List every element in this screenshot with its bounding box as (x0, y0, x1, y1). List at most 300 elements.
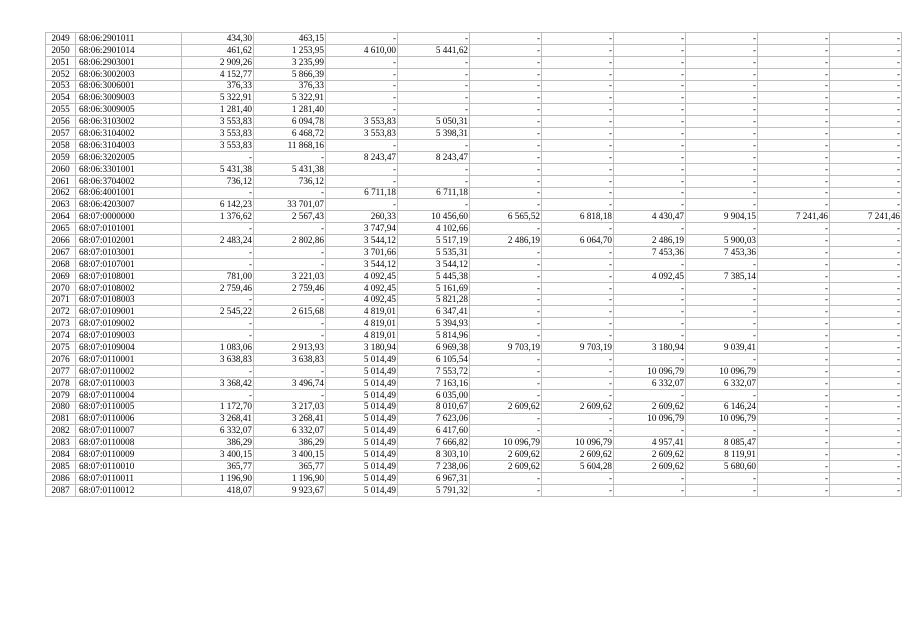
cell-c10: - (830, 425, 902, 437)
table-row (46, 282, 902, 294)
cell-code: 68:06:3202005 (76, 151, 182, 163)
cell-c5: - (470, 92, 542, 104)
cell-row: 2072 (46, 306, 76, 318)
cell-c10: - (830, 151, 902, 163)
cell-c1: 461,62 (182, 44, 254, 56)
cell-c4: 6 967,31 (398, 472, 470, 484)
cell-c8: 10 096,79 (686, 365, 758, 377)
cell-c8: - (686, 318, 758, 330)
cell-c2: - (254, 187, 326, 199)
cell-c6: 6 064,70 (542, 235, 614, 247)
cell-c8: 9 039,41 (686, 342, 758, 354)
cell-code: 68:07:0110008 (76, 437, 182, 449)
cell-code: 68:06:4203007 (76, 199, 182, 211)
cell-c6: - (542, 33, 614, 45)
cell-c6: - (542, 104, 614, 116)
cell-c7: 2 609,62 (614, 401, 686, 413)
cell-c1: 3 268,41 (182, 413, 254, 425)
cell-c2: 5 866,39 (254, 68, 326, 80)
cell-c10: - (830, 282, 902, 294)
cell-c7: - (614, 472, 686, 484)
table-row (46, 235, 902, 247)
cell-code: 68:07:0110002 (76, 365, 182, 377)
cell-c5: - (470, 163, 542, 175)
cell-c3: - (326, 68, 398, 80)
cell-c2: - (254, 247, 326, 259)
cell-c9: - (758, 140, 830, 152)
cell-code: 68:06:4001001 (76, 187, 182, 199)
cell-c2: 11 868,16 (254, 140, 326, 152)
cell-c2: - (254, 294, 326, 306)
cell-code: 68:06:2903001 (76, 56, 182, 68)
cell-c5: 2 609,62 (470, 461, 542, 473)
cell-c5: - (470, 472, 542, 484)
cell-c7: - (614, 484, 686, 496)
cell-c4: 7 623,06 (398, 413, 470, 425)
cell-c8: - (686, 294, 758, 306)
cell-row: 2080 (46, 401, 76, 413)
cell-c4: 6 105,54 (398, 354, 470, 366)
cell-c4: - (398, 56, 470, 68)
cell-c7: - (614, 330, 686, 342)
table-row (46, 68, 902, 80)
cell-c6: 2 609,62 (542, 449, 614, 461)
cell-c2: 365,77 (254, 461, 326, 473)
cell-c1: - (182, 365, 254, 377)
cell-c10: - (830, 104, 902, 116)
cell-c4: - (398, 33, 470, 45)
cell-c2: 33 701,07 (254, 199, 326, 211)
table-row (46, 461, 902, 473)
cell-c2: - (254, 389, 326, 401)
cell-c6: - (542, 199, 614, 211)
cell-c5: - (470, 389, 542, 401)
cell-c1: 2 545,22 (182, 306, 254, 318)
cell-c2: 3 638,83 (254, 354, 326, 366)
cell-c3: 4 819,01 (326, 318, 398, 330)
cell-c9: - (758, 116, 830, 128)
cell-c5: - (470, 354, 542, 366)
cell-c8: 9 904,15 (686, 211, 758, 223)
cell-c4: 8 010,67 (398, 401, 470, 413)
cell-c10: - (830, 235, 902, 247)
cell-c8: - (686, 282, 758, 294)
cell-c6: - (542, 306, 614, 318)
cell-c8: - (686, 389, 758, 401)
cell-c5: - (470, 365, 542, 377)
cell-c10: - (830, 56, 902, 68)
cell-c10: - (830, 437, 902, 449)
cell-c7: - (614, 187, 686, 199)
cell-c8: - (686, 187, 758, 199)
cell-c7: - (614, 80, 686, 92)
cell-c8: - (686, 128, 758, 140)
cell-c2: 5 322,91 (254, 92, 326, 104)
cell-c10: - (830, 247, 902, 259)
cell-c3: - (326, 33, 398, 45)
cell-c10: - (830, 413, 902, 425)
cell-row: 2061 (46, 175, 76, 187)
cell-row: 2062 (46, 187, 76, 199)
cell-row: 2052 (46, 68, 76, 80)
cell-c7: 2 609,62 (614, 449, 686, 461)
table-row (46, 294, 902, 306)
table-row (46, 270, 902, 282)
cell-c4: 6 347,41 (398, 306, 470, 318)
cell-c6: 9 703,19 (542, 342, 614, 354)
cell-c4: 3 544,12 (398, 258, 470, 270)
cell-c8: - (686, 68, 758, 80)
cell-c4: 7 238,06 (398, 461, 470, 473)
cell-c3: 5 014,49 (326, 365, 398, 377)
cell-c2: 1 196,90 (254, 472, 326, 484)
table-row (46, 425, 902, 437)
cell-c9: - (758, 151, 830, 163)
cell-c1: - (182, 294, 254, 306)
cell-c5: - (470, 33, 542, 45)
cell-c4: - (398, 92, 470, 104)
cell-c9: - (758, 187, 830, 199)
table-row (46, 151, 902, 163)
cell-c3: 3 544,12 (326, 258, 398, 270)
cell-c3: 3 544,12 (326, 235, 398, 247)
cell-c4: 5 517,19 (398, 235, 470, 247)
cell-code: 68:07:0110009 (76, 449, 182, 461)
table-row (46, 128, 902, 140)
cell-c9: - (758, 44, 830, 56)
cell-c4: 5 398,31 (398, 128, 470, 140)
cell-c8: 5 680,60 (686, 461, 758, 473)
cell-c5: 9 703,19 (470, 342, 542, 354)
cell-c5: - (470, 425, 542, 437)
cell-c3: - (326, 92, 398, 104)
cell-c5: - (470, 80, 542, 92)
cell-c1: 365,77 (182, 461, 254, 473)
cell-c5: - (470, 44, 542, 56)
cell-c2: - (254, 223, 326, 235)
cell-code: 68:06:3104002 (76, 128, 182, 140)
cell-c1: 6 332,07 (182, 425, 254, 437)
cell-c9: - (758, 401, 830, 413)
cell-c5: - (470, 68, 542, 80)
cell-c10: - (830, 449, 902, 461)
cell-code: 68:06:3006001 (76, 80, 182, 92)
cell-c10: 7 241,46 (830, 211, 902, 223)
cell-c5: - (470, 413, 542, 425)
cell-c1: 3 553,83 (182, 128, 254, 140)
cell-c6: - (542, 187, 614, 199)
cell-c5: - (470, 306, 542, 318)
table-row (46, 104, 902, 116)
cell-c6: - (542, 175, 614, 187)
cell-c6: - (542, 472, 614, 484)
cell-c8: - (686, 306, 758, 318)
cell-c5: - (470, 377, 542, 389)
cell-c3: 5 014,49 (326, 413, 398, 425)
cell-c9: - (758, 389, 830, 401)
cell-c3: - (326, 56, 398, 68)
cell-row: 2049 (46, 33, 76, 45)
cell-c2: - (254, 365, 326, 377)
cell-c2: 3 268,41 (254, 413, 326, 425)
cell-c1: - (182, 151, 254, 163)
cell-c8: - (686, 484, 758, 496)
cell-c4: 5 445,38 (398, 270, 470, 282)
cell-code: 68:06:2901011 (76, 33, 182, 45)
cell-c10: - (830, 92, 902, 104)
cell-row: 2051 (46, 56, 76, 68)
cell-c1: 2 909,26 (182, 56, 254, 68)
table-row (46, 92, 902, 104)
table-row (46, 56, 902, 68)
cell-c7: - (614, 128, 686, 140)
cell-c6: - (542, 247, 614, 259)
cell-c6: - (542, 377, 614, 389)
cell-c6: - (542, 223, 614, 235)
cell-c9: - (758, 247, 830, 259)
cell-c1: - (182, 330, 254, 342)
cell-c10: - (830, 484, 902, 496)
cell-c9: - (758, 235, 830, 247)
cell-c2: 1 281,40 (254, 104, 326, 116)
cell-c4: 6 711,18 (398, 187, 470, 199)
cell-c4: 5 814,96 (398, 330, 470, 342)
cell-row: 2076 (46, 354, 76, 366)
cell-c4: 5 441,62 (398, 44, 470, 56)
cell-c4: 5 821,28 (398, 294, 470, 306)
cell-c7: - (614, 354, 686, 366)
cell-code: 68:07:0110012 (76, 484, 182, 496)
cell-c5: 2 609,62 (470, 401, 542, 413)
cell-code: 68:07:0108002 (76, 282, 182, 294)
cell-c6: - (542, 92, 614, 104)
table-row (46, 437, 902, 449)
cell-c3: 5 014,49 (326, 425, 398, 437)
cell-c8: - (686, 56, 758, 68)
cell-c6: 10 096,79 (542, 437, 614, 449)
cell-c10: - (830, 401, 902, 413)
cell-c10: - (830, 270, 902, 282)
cell-code: 68:07:0101001 (76, 223, 182, 235)
cell-code: 68:06:3301001 (76, 163, 182, 175)
cell-c6: - (542, 425, 614, 437)
cell-c5: 10 096,79 (470, 437, 542, 449)
table-row (46, 413, 902, 425)
cell-c7: - (614, 294, 686, 306)
cell-c9: - (758, 330, 830, 342)
cell-c5: - (470, 140, 542, 152)
cell-c9: - (758, 223, 830, 235)
cell-c7: - (614, 116, 686, 128)
cell-c9: - (758, 199, 830, 211)
cell-c7: - (614, 199, 686, 211)
cell-row: 2053 (46, 80, 76, 92)
cell-c8: 8 085,47 (686, 437, 758, 449)
cell-c10: - (830, 365, 902, 377)
cell-c3: 5 014,49 (326, 389, 398, 401)
cell-row: 2059 (46, 151, 76, 163)
cell-c10: - (830, 80, 902, 92)
cell-c6: - (542, 330, 614, 342)
cell-c10: - (830, 294, 902, 306)
cell-row: 2085 (46, 461, 76, 473)
cell-c7: - (614, 151, 686, 163)
cell-c3: 4 610,00 (326, 44, 398, 56)
cell-row: 2077 (46, 365, 76, 377)
cell-c3: 5 014,49 (326, 449, 398, 461)
cell-c5: 6 565,52 (470, 211, 542, 223)
cell-c6: - (542, 354, 614, 366)
cell-c3: - (326, 140, 398, 152)
cell-c6: - (542, 258, 614, 270)
cell-row: 2068 (46, 258, 76, 270)
cell-c9: - (758, 342, 830, 354)
cell-c6: - (542, 413, 614, 425)
cell-c1: 1 083,06 (182, 342, 254, 354)
cell-c6: 2 609,62 (542, 401, 614, 413)
table-row (46, 175, 902, 187)
cell-row: 2081 (46, 413, 76, 425)
cell-c8: - (686, 80, 758, 92)
cell-code: 68:07:0110001 (76, 354, 182, 366)
cell-c4: 8 243,47 (398, 151, 470, 163)
cell-c6: - (542, 44, 614, 56)
cell-c9: - (758, 354, 830, 366)
cell-c7: - (614, 92, 686, 104)
cell-c7: 7 453,36 (614, 247, 686, 259)
cell-c5: - (470, 187, 542, 199)
cell-c9: - (758, 80, 830, 92)
table-body (46, 33, 902, 497)
cell-code: 68:07:0102001 (76, 235, 182, 247)
cell-c1: 736,12 (182, 175, 254, 187)
cell-c7: - (614, 104, 686, 116)
cell-c10: - (830, 377, 902, 389)
cell-c9: - (758, 128, 830, 140)
cell-code: 68:07:0109004 (76, 342, 182, 354)
cell-c1: - (182, 389, 254, 401)
cell-c4: 8 303,10 (398, 449, 470, 461)
cell-c4: - (398, 199, 470, 211)
cell-c2: - (254, 318, 326, 330)
cell-c6: - (542, 294, 614, 306)
table-row (46, 472, 902, 484)
table-row (46, 44, 902, 56)
cell-c8: - (686, 472, 758, 484)
data-table (45, 32, 902, 497)
cell-c3: - (326, 175, 398, 187)
cell-c2: 3 496,74 (254, 377, 326, 389)
table-row (46, 116, 902, 128)
cell-c5: - (470, 175, 542, 187)
cell-c4: 10 456,60 (398, 211, 470, 223)
cell-c6: - (542, 484, 614, 496)
cell-code: 68:07:0108003 (76, 294, 182, 306)
cell-c3: 4 092,45 (326, 270, 398, 282)
cell-code: 68:06:3704002 (76, 175, 182, 187)
table-row (46, 223, 902, 235)
cell-c7: - (614, 56, 686, 68)
cell-c9: - (758, 92, 830, 104)
cell-c7: - (614, 282, 686, 294)
cell-row: 2087 (46, 484, 76, 496)
cell-c9: - (758, 484, 830, 496)
cell-c9: - (758, 461, 830, 473)
cell-row: 2070 (46, 282, 76, 294)
cell-c6: - (542, 389, 614, 401)
cell-c10: - (830, 175, 902, 187)
cell-c5: - (470, 116, 542, 128)
cell-c10: - (830, 472, 902, 484)
cell-c2: 376,33 (254, 80, 326, 92)
cell-c8: - (686, 175, 758, 187)
cell-c9: - (758, 437, 830, 449)
cell-code: 68:06:3009005 (76, 104, 182, 116)
cell-c10: - (830, 116, 902, 128)
cell-c7: 6 332,07 (614, 377, 686, 389)
cell-code: 68:07:0109001 (76, 306, 182, 318)
cell-c4: - (398, 68, 470, 80)
cell-c4: 5 535,31 (398, 247, 470, 259)
cell-c2: 2 759,46 (254, 282, 326, 294)
cell-c1: - (182, 318, 254, 330)
cell-c10: - (830, 389, 902, 401)
cell-c3: - (326, 80, 398, 92)
cell-c4: 4 102,66 (398, 223, 470, 235)
cell-c10: - (830, 330, 902, 342)
cell-c7: - (614, 33, 686, 45)
table-row (46, 377, 902, 389)
cell-c3: 4 819,01 (326, 330, 398, 342)
cell-c6: - (542, 151, 614, 163)
cell-c8: - (686, 199, 758, 211)
cell-c4: - (398, 163, 470, 175)
cell-c10: - (830, 342, 902, 354)
cell-c6: - (542, 282, 614, 294)
cell-c2: 3 235,99 (254, 56, 326, 68)
cell-c5: 2 609,62 (470, 449, 542, 461)
cell-row: 2074 (46, 330, 76, 342)
cell-c4: 6 969,38 (398, 342, 470, 354)
cell-c8: - (686, 354, 758, 366)
cell-c1: 434,30 (182, 33, 254, 45)
cell-c6: - (542, 80, 614, 92)
cell-c4: - (398, 175, 470, 187)
cell-c8: - (686, 330, 758, 342)
cell-c8: - (686, 258, 758, 270)
cell-c3: 6 711,18 (326, 187, 398, 199)
cell-c3: 4 092,45 (326, 282, 398, 294)
cell-row: 2084 (46, 449, 76, 461)
cell-c5: - (470, 270, 542, 282)
cell-c9: - (758, 377, 830, 389)
table-row (46, 140, 902, 152)
cell-c5: 2 486,19 (470, 235, 542, 247)
cell-c5: - (470, 282, 542, 294)
cell-code: 68:07:0109002 (76, 318, 182, 330)
cell-c1: 376,33 (182, 80, 254, 92)
cell-c2: 6 332,07 (254, 425, 326, 437)
cell-c4: 7 666,82 (398, 437, 470, 449)
table-row (46, 247, 902, 259)
cell-c5: - (470, 247, 542, 259)
cell-c6: - (542, 140, 614, 152)
cell-c10: - (830, 128, 902, 140)
cell-c5: - (470, 151, 542, 163)
cell-c1: 3 368,42 (182, 377, 254, 389)
cell-c3: 5 014,49 (326, 484, 398, 496)
cell-c7: - (614, 389, 686, 401)
